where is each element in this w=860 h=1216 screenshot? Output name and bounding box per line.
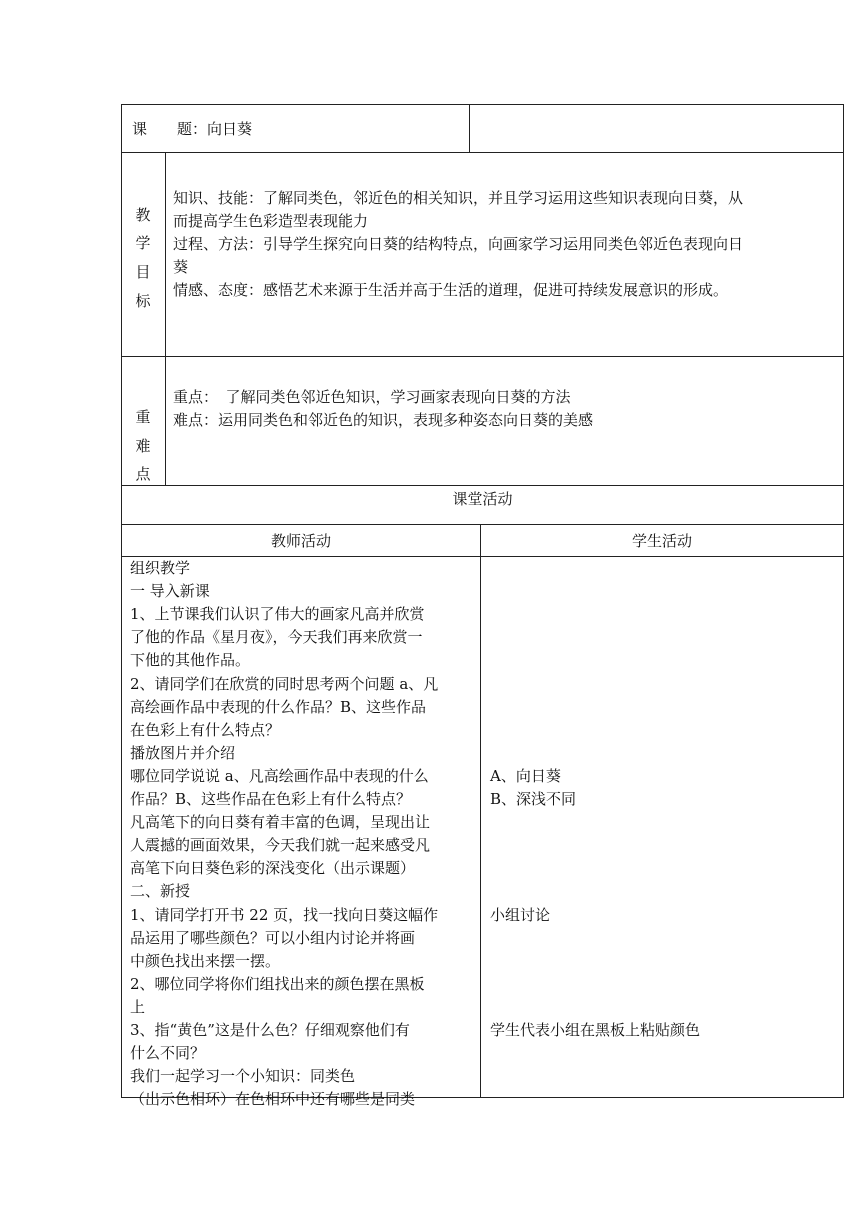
- column-divider: [469, 104, 470, 152]
- teacher-activity-line: 哪位同学说说 a、凡高绘画作品中表现的什么: [130, 766, 429, 785]
- keypoints-heading-char: 点: [135, 465, 151, 483]
- student-activity-note: B、深浅不同: [490, 790, 577, 808]
- teacher-activity-line: 播放图片并介绍: [130, 743, 236, 762]
- teacher-activity-line: 二、新授: [130, 882, 191, 901]
- row-divider: [121, 485, 844, 486]
- objectives-heading-char: 教: [135, 206, 151, 224]
- objectives-heading-char: 标: [135, 292, 151, 310]
- teacher-activity-line: 2、哪位同学将你们组找出来的颜色摆在黑板: [130, 974, 425, 993]
- teacher-activity-line: 我们一起学习一个小知识：同类色: [130, 1067, 356, 1086]
- keypoints-heading-char: 难: [135, 437, 151, 455]
- teacher-activity-line: 上: [130, 997, 146, 1016]
- row-divider: [121, 524, 844, 525]
- student-activities-header: 学生活动: [631, 532, 692, 550]
- student-activity-note: 学生代表小组在黑板上粘贴颜色: [490, 1021, 701, 1039]
- teacher-activity-line: 高笔下向日葵色彩的深浅变化（出示课题）: [130, 859, 416, 878]
- keypoints-heading-char: 重: [135, 408, 151, 426]
- teacher-activity-line: 品运用了哪些颜色？可以小组内讨论并将画: [130, 928, 416, 947]
- teacher-activity-line: 组织教学: [130, 559, 191, 577]
- column-divider: [480, 524, 481, 1097]
- teacher-activity-line: 中颜色找出来摆一摆。: [130, 951, 281, 970]
- student-activity-note: A、向日葵: [490, 766, 561, 785]
- row-divider: [121, 152, 844, 153]
- column-divider: [165, 152, 166, 485]
- teacher-activity-line: 人震撼的画面效果，今天我们就一起来感受凡: [130, 836, 431, 855]
- teacher-activity-line: 了他的作品《星月夜》，今天我们再来欣赏一: [130, 628, 423, 647]
- row-divider: [121, 356, 844, 357]
- topic-label: 课 题：向日葵: [132, 120, 253, 138]
- keypoint-line: 难点：运用同类色和邻近色的知识，表现多种姿态向日葵的美感: [173, 411, 594, 429]
- teacher-activity-line: 一 导入新课: [130, 582, 210, 601]
- objective-line: 知识、技能：了解同类色，邻近色的相关知识，并且学习运用这些知识表现向日葵，从: [173, 189, 744, 207]
- objective-line: 过程、方法：引导学生探究向日葵的结构特点，向画家学习运用同类色邻近色表现向日: [173, 235, 744, 253]
- activities-title: 课堂活动: [452, 490, 513, 508]
- student-activity-note: 小组讨论: [490, 905, 551, 924]
- objectives-heading-char: 目: [135, 263, 151, 281]
- objective-line: 葵: [173, 258, 189, 276]
- teacher-activity-line: 下他的其他作品。: [130, 651, 251, 670]
- teacher-activity-line: 2、请同学们在欣赏的同时思考两个问题 a、凡: [130, 674, 439, 693]
- keypoint-line: 重点： 了解同类色邻近色知识，学习画家表现向日葵的方法: [173, 388, 571, 406]
- teacher-activity-line: 1、请同学打开书 22 页，找一找向日葵这幅作: [130, 905, 439, 924]
- teacher-activity-line: 什么不同？: [130, 1044, 206, 1063]
- row-divider: [121, 556, 844, 557]
- teacher-activity-line: 在色彩上有什么特点？: [130, 720, 281, 739]
- teacher-activity-line: 3、指“黄色”这是什么色？仔细观察他们有: [130, 1021, 410, 1039]
- teacher-activity-line: （出示色相环）在色相环中还有哪些是同类: [130, 1090, 416, 1109]
- teacher-activity-line: 凡高笔下的向日葵有着丰富的色调，呈现出让: [130, 813, 431, 832]
- teacher-activity-line: 1、上节课我们认识了伟大的画家凡高并欣赏: [130, 605, 425, 624]
- teacher-activity-line: 高绘画作品中表现的什么作品？B、这些作品: [130, 697, 427, 716]
- table-border-left: [121, 104, 122, 1098]
- teacher-activities-header: 教师活动: [270, 532, 331, 550]
- objective-line: 而提高学生色彩造型表现能力: [173, 212, 369, 230]
- objective-line: 情感、态度：感悟艺术来源于生活并高于生活的道理，促进可持续发展意识的形成。: [173, 281, 729, 299]
- teacher-activity-line: 作品？B、这些作品在色彩上有什么特点？: [130, 790, 412, 808]
- table-border-top: [121, 104, 844, 105]
- objectives-heading-char: 学: [135, 234, 151, 252]
- table-border-right: [843, 104, 844, 1098]
